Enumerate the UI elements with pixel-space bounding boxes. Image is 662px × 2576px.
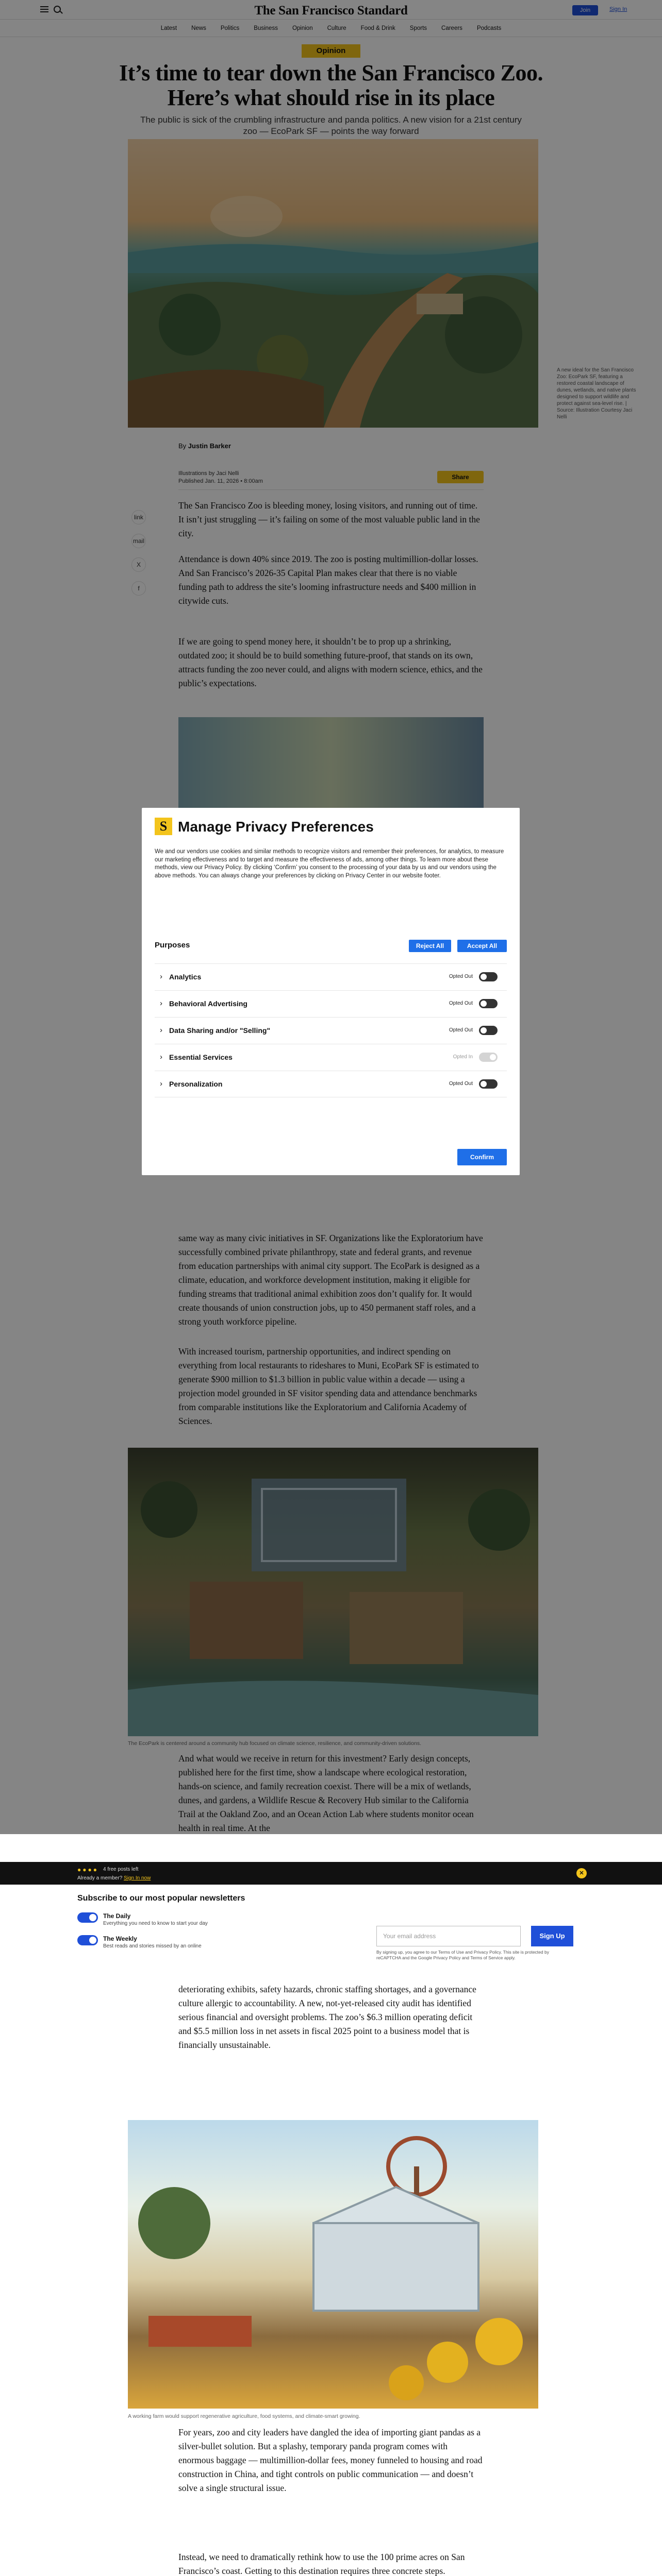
behavioral-advertising-toggle[interactable] — [479, 999, 498, 1008]
sign-up-button[interactable]: Sign Up — [531, 1926, 573, 1946]
purpose-label: Behavioral Advertising — [169, 999, 247, 1008]
nav-careers[interactable]: Careers — [441, 25, 462, 31]
standard-logo-icon: S — [155, 818, 172, 835]
nav-latest[interactable]: Latest — [160, 25, 177, 31]
chevron-right-icon[interactable]: › — [160, 1053, 162, 1061]
essential-services-toggle — [479, 1053, 498, 1062]
close-icon[interactable]: ✕ — [576, 1868, 587, 1878]
reject-all-button[interactable]: Reject All — [409, 940, 451, 952]
chevron-right-icon[interactable]: › — [160, 972, 162, 981]
publish-date: Published Jan. 11, 2026 • 8:00am — [178, 478, 263, 484]
member-text: Already a member? — [77, 1875, 123, 1881]
purpose-behavioral-advertising[interactable] — [155, 990, 507, 1017]
privacy-preferences-modal — [142, 808, 520, 1175]
paragraph-1: The San Francisco Zoo is bleeding money, losing visitors, and running out of time. It isn’t just struggling — it’s failing on some of the most valuable public land in the city. — [178, 500, 480, 538]
weekly-toggle[interactable] — [77, 1935, 98, 1945]
personalization-toggle[interactable] — [479, 1079, 498, 1089]
paragraph-9: Instead, we need to dramatically rethink how to use the 100 prime acres on San Francisco’s coast. Getting to this destination requires three concrete steps. — [178, 2552, 465, 2576]
paragraph-2: Attendance is down 40% since 2019. The zoo is posting multimillion-dollar losses. And San Francisco’s 2026-35 Capital Plan makes clear that there is no viable funding path to address the site’s looming infrastructure needs and $400 million in citywide cuts. — [178, 554, 478, 606]
illustration-credit: Illustrations by Jaci Nelli — [178, 470, 239, 477]
nav-news[interactable]: News — [191, 25, 206, 31]
author-link[interactable]: Justin Barker — [188, 442, 231, 450]
purpose-status: Opted Out — [449, 1001, 473, 1006]
newsletter-desc: Everything you need to know to start your day — [103, 1921, 208, 1926]
purpose-label: Personalization — [169, 1080, 223, 1088]
sign-in-now-link[interactable]: Sign In now — [124, 1875, 151, 1881]
share-button[interactable]: Share — [437, 471, 484, 483]
paragraph-3: If we are going to spend money here, it shouldn’t be to prop up a shrinking, outdated zoo; it should be to build something future-proof, that stands on its own, attracts funding the zoo never could, and aligns with modern science, ethics, and the public’s expectations. — [178, 636, 483, 688]
nav-politics[interactable]: Politics — [220, 25, 240, 31]
nav-sports[interactable]: Sports — [409, 25, 427, 31]
analytics-toggle[interactable] — [479, 972, 498, 981]
newsletter-name: The Daily — [103, 1912, 131, 1920]
email-share-icon[interactable]: mail — [131, 534, 146, 548]
x-share-icon[interactable]: X — [131, 557, 146, 572]
sign-in-link[interactable]: Sign In — [609, 6, 627, 12]
purpose-status: Opted In — [453, 1054, 473, 1060]
paragraph-5: With increased tourism, partnership opportunities, and indirect spending on everything from local restaurants to rideshares to Muni, EcoPark SF is estimated to generate $900 million to $1.3 billion in public value within a decade — using a projection model grounded in SF visitor spending data and attendance benchmarks from comparable institutions like the Exploratorium and California Academy of Sciences. — [178, 1346, 479, 1426]
copy-link-icon[interactable]: link — [131, 510, 146, 524]
hero-caption: A new ideal for the San Francisco Zoo: EcoPark SF, featuring a restored coastal landscape of dunes, wetlands, and native plants designed to support wildlife and protect against sea-level rise. | Source: Illustration Courtesy Jaci Nelli — [557, 367, 636, 420]
purpose-label: Data Sharing and/or "Selling" — [169, 1026, 271, 1035]
paragraph-6: And what would we receive in return for this investment? Early design concepts, published here for the first time, show a landscape where ecological restoration, hands-on science, and family recreation coexist. There will be a mix of wetlands, dunes, and gardens, a Wildlife Rescue & Recovery Hub similar to the California Trail at the Oakland Zoo, and an Ocean Action Lab where students monitor ocean health in real time. At the — [178, 1753, 474, 1833]
nav-opinion[interactable]: Opinion — [292, 25, 313, 31]
free-posts-count: 4 free posts left — [103, 1867, 139, 1872]
farm-illustration — [128, 2120, 538, 2409]
purpose-analytics[interactable] — [155, 963, 507, 990]
purpose-label: Analytics — [169, 973, 202, 981]
data-sharing-toggle[interactable] — [479, 1026, 498, 1035]
nav-business[interactable]: Business — [254, 25, 278, 31]
email-input[interactable]: Your email address — [376, 1926, 521, 1946]
confirm-button[interactable]: Confirm — [457, 1149, 507, 1165]
facebook-share-icon[interactable]: f — [131, 581, 146, 596]
paragraph-4: same way as many civic initiatives in SF. Organizations like the Exploratorium have successfully combined private philanthropy, state and federal grants, and revenue from education partnerships with animal city support. The EcoPark is designed as a climate, education, and workforce development institution, making it eligible for funding streams that traditional animal exhibition zoos don’t qualify for. It would create thousands of union construction jobs, up to 450 permanent staff roles, and a strong youth workforce pipeline. — [178, 1233, 483, 1327]
nav-culture[interactable]: Culture — [327, 25, 346, 31]
newsletter-name: The Weekly — [103, 1935, 137, 1942]
purpose-personalization[interactable] — [155, 1071, 507, 1097]
accept-all-button[interactable]: Accept All — [457, 940, 507, 952]
section-kicker[interactable]: Opinion — [302, 44, 360, 58]
article-headline: It’s time to tear down the San Francisco Zoo. Here’s what should rise in its place — [119, 60, 543, 110]
purpose-status: Opted Out — [449, 1081, 473, 1087]
purposes-heading: Purposes — [155, 941, 190, 950]
byline-prefix: By — [178, 442, 187, 450]
free-posts-dots-icon: ●●●● — [77, 1866, 98, 1873]
paragraph-8: For years, zoo and city leaders have dangled the idea of importing giant pandas as a silver-bullet solution. But a splashy, temporary panda program comes with enormous baggage — multimillion-dollar fees, money funneled to housing and road construction in China, and tight controls on public communication — and doesn’t solve a single structural issue. — [178, 2427, 483, 2493]
modal-title: Manage Privacy Preferences — [178, 819, 374, 835]
purpose-data-sharing[interactable] — [155, 1017, 507, 1044]
article-dek: The public is sick of the crumbling infrastructure and panda politics. A new vision for a 21st century zoo — EcoPark SF — points the way forward — [140, 115, 522, 136]
newsletter-strip — [0, 1862, 662, 1885]
chevron-right-icon[interactable]: › — [160, 1026, 162, 1035]
purpose-status: Opted Out — [449, 974, 473, 979]
chevron-right-icon[interactable]: › — [160, 1079, 162, 1088]
newsletter-title: Subscribe to our most popular newsletters — [77, 1894, 245, 1903]
chevron-right-icon[interactable]: › — [160, 999, 162, 1008]
purpose-status: Opted Out — [449, 1027, 473, 1033]
join-button[interactable]: Join — [572, 5, 598, 15]
image-caption-3: A working farm would support regenerative agriculture, food systems, and climate-smart growing. — [128, 2413, 360, 2419]
image-caption-2: The EcoPark is centered around a community hub focused on climate science, resilience, and community-driven solutions. — [128, 1740, 422, 1747]
paragraph-7: deteriorating exhibits, safety hazards, chronic staffing shortages, and a governance culture allergic to accountability. A new, not-yet-released city audit has identified serious financial and oversight problems. The zoo’s $6.3 million operating deficit and $5.5 million loss in net assets in fiscal 2025 point to a business model that is financially unsustainable. — [178, 1984, 476, 2050]
nav-food-drink[interactable]: Food & Drink — [360, 25, 395, 31]
privacy-description: We and our vendors use cookies and similar methods to recognize visitors and remember their preferences, for analytics, to measure our marketing effectiveness and to target and measure the effectiveness of ads, among other things. To learn more about these methods, view our Privacy Policy. By clicking ‘Confirm’ you consent to the processing of your data by us and our vendors using the above methods. You can always change your preferences by clicking on Privacy Center in our website footer. — [155, 849, 504, 879]
newsletter-terms: By signing up, you agree to our Terms of Use and Privacy Policy. This site is protected by reCAPTCHA and the Google Privacy Policy and Terms of Service apply. — [376, 1950, 549, 1960]
site-logo[interactable]: The San Francisco Standard — [254, 4, 408, 18]
daily-toggle[interactable] — [77, 1912, 98, 1923]
newsletter-desc: Best reads and stories missed by an online — [103, 1943, 202, 1949]
purpose-label: Essential Services — [169, 1053, 233, 1061]
nav-podcasts[interactable]: Podcasts — [476, 25, 502, 31]
member-prompt — [77, 1875, 151, 1881]
purpose-essential-services[interactable] — [155, 1044, 507, 1071]
